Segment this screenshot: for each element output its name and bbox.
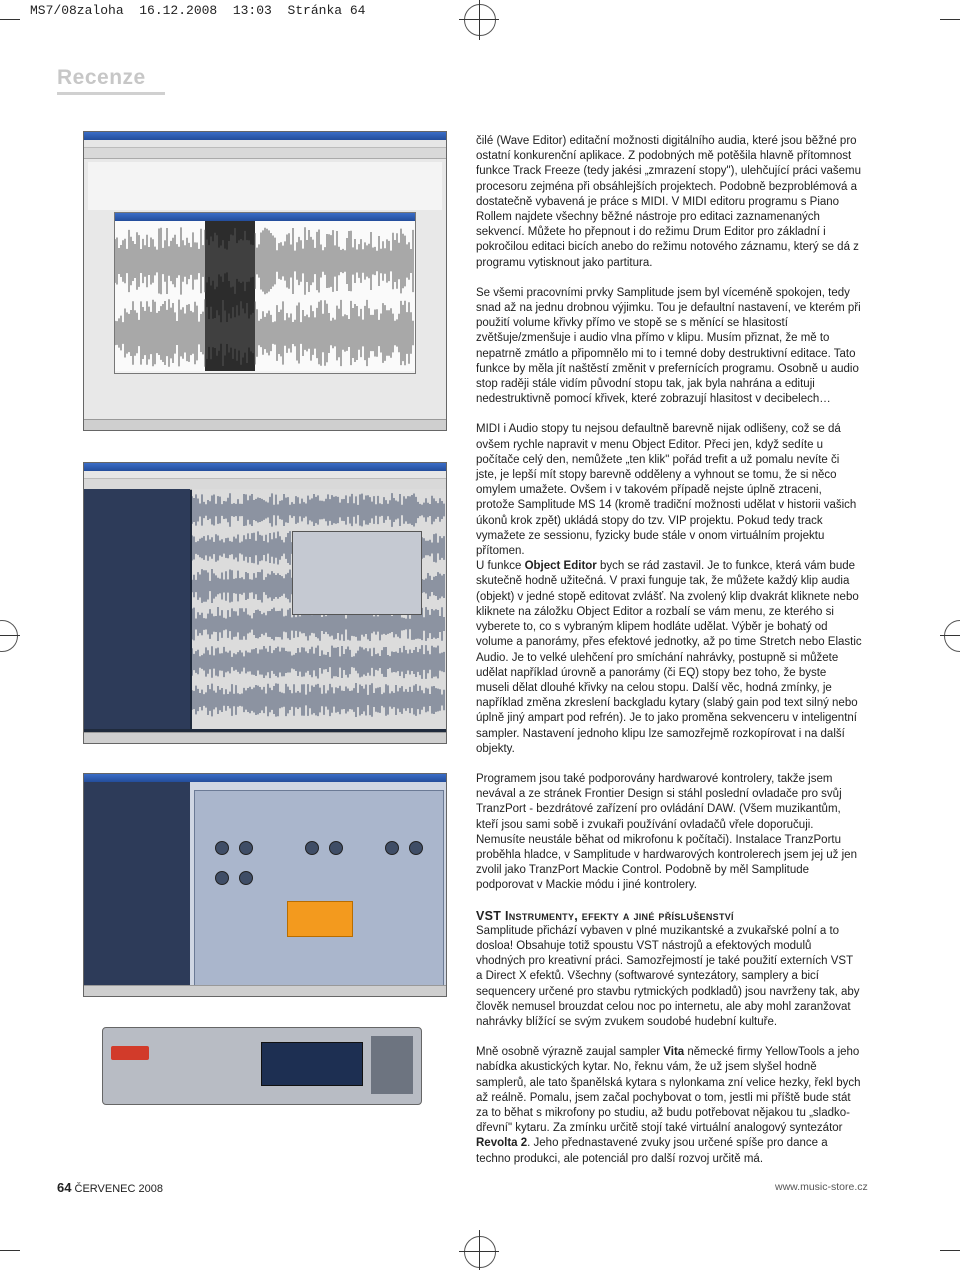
screenshot-multitrack-object-editor [83,462,447,744]
window-menubar [84,471,446,479]
crop-mark [0,19,20,20]
page-footer-left [57,1180,163,1195]
crop-mark [940,19,960,20]
knob-icon [385,841,399,855]
knob-icon [409,841,423,855]
track-inspector-panel [84,782,190,986]
status-bar [84,419,446,430]
overview-panel [88,162,442,210]
rack-mixer [371,1036,413,1094]
registration-mark-icon [944,620,960,652]
object-editor-dialog [292,531,422,615]
crop-mark [940,1250,960,1251]
footer-url: www.music-store.cz [775,1181,868,1193]
article-paragraph: Mně osobně výrazně zaujal sampler Vita německé firmy YellowTools a jeho nabídka akustických kytar. No, řeknu vám, že už jsem slyšel hodně samplerů, ale tato španělská kytara s nylonkama zní velice hezky, řekl bych až reálně. Pomalu, jsem začal pochybovat o tom, jestli mi příště bude stát za to běhat s mikrofony po studiu, až budu potřebovat nějakou tu „sladko-dřevní" kytaru. Za zmínku určitě stojí také virtuální analogový syntezátor Revolta 2. Jeho přednastavené zvuky jsou určené spíše pro dance a techno produkci, ale potenciál pro další rozvoj určitě má. [476,1046,861,1165]
rack-cpu-indicator [111,1046,149,1060]
window-titlebar [84,463,446,471]
registration-mark-icon [464,4,496,36]
knob-icon [329,841,343,855]
knob-icon [239,841,253,855]
article-paragraph: MIDI i Audio stopy tu nejsou defaultně barevně nijak odlišeny, což se dá ovšem rychle napravit v menu Object Editor. Přeci jen, když sedíte u počítače celý den, nemůžete „ten klik" pořád trefit a už pomalu nevíte či jste, je lepší mít stopy barevně odděleny a vyhnout se tomu, že si něco omylem umažete. Ovšem i v takovém případě nejste úplně ztraceni, protože Samplitude MS 14 (kromě tradiční možnosti udělat v historii vašich úkonů krok zpět) ukládá stopy do tzv. VIP projektu. Pokud tedy track vymažete ze sessionu, fyzicky bude stále v onom virtuálním projektu přítomen. [476,423,857,558]
article-paragraph: Se všemi pracovními prvky Samplitude jsem byl víceméně spokojen, tedy snad až na jednu drobnou výjimku. Tou je defaultní nastavení, ve kterém při použití volume křivky přímo ve stopě se s měnící se hlasitostí zvětšuje/zmenšuje i audio vlna přímo v klipu. Musím přiznat, že mě to nepatrně zmátlo a připomnělo mi to i temné doby destruktivní editace. Tato funkce by měla jít naštěstí změnit v prefernících programu. Osobně u audio stop raději stále vidím původní stopu tak, jak byla nahrána a edituji nedestruktivně pomocí křivek, které zobrazují hlasitost v decibelech… [476,286,861,406]
window-titlebar [84,132,446,140]
rack-display [261,1042,363,1086]
waveform-display [115,221,415,371]
knob-icon [239,871,253,885]
synth-panel [194,790,444,988]
bold-term: Object Editor [524,560,597,573]
crop-mark [0,635,20,636]
registration-mark-icon [0,620,18,652]
track-inspector-panel [84,489,190,729]
print-slug: MS7/08zaloha 16.12.2008 13:03 Stránka 64 [30,3,366,18]
article-column [476,134,862,1182]
waveform-window-titlebar [115,213,415,221]
article-paragraph: Samplitude přichází vybaven v plné muzikantské a zvukařské polní a to dosloa! Obsahuje totiž spoustu VST nástrojů a efektových modulů vhodných pro kreativní práci. Samozřejmostí je také použití externích VST a Direct X efektů. Všechny (softwarové syntezátory, samplery a bicí sequencery určené pro stavbu rytmických podkladů) jsou navrženy tak, aby člověk nemusel brouzdat celou noc po internetu, ale aby mohl zaranžovat nahrávky blížící se svým zvukem soudobé hudební kultuře. [476,924,860,1028]
knob-icon [215,841,229,855]
knob-icon [305,841,319,855]
window-toolbar [84,148,446,159]
article-paragraph: čilé (Wave Editor) editační možnosti digitálního audia, které jsou běžné pro ostatní konkurenční aplikace. Z podobných mě potěšila hlavně přítomnost funkce Track Freeze (tedy jakési „zmrazení stopy"), ulehčující práci vašemu procesoru zejména při obsáhlejších projektech. Podobně bezproblémová a dostatečně vybavená je práce s MIDI. V MIDI editoru programu s Piano Rollem najdete všechny běžné nástroje pro editaci zaznamenaných sekvencí. Můžete ho přepnout i do režimu Drum Editor pro základní i pokročilou editaci bicích anebo do režimu notového záznamu, který se dá z programu vytisknout jako partitura. [476,135,862,269]
article-subheading: VST Instrumenty, efekty a jiné příslušenství [476,908,734,923]
crop-mark [0,1250,20,1251]
bold-term: Revolta 2 [476,1137,528,1150]
synth-display [287,901,353,937]
section-rule [57,92,165,95]
article-paragraph: U funkce Object Editor bych se rád zastavil. Je to funkce, která vám bude skutečně hodně užitečná. V praxi funguje tak, že můžete každý klip audia (objekt) v jedné stopě editovat zvlášť. Na zvolený klip dvakrát kliknete nebo kliknete na záložku Object Editor a rozbalí se vám menu, ze kterého si vyberete to, co s vybraným klipem hodláte udělat. Výběr je bohatý od volume a panorámy, přes efektové jednotky, až po time Stretch nebo Elastic Audio. Je to velké ulehčení pro smíchání nahrávky, postupně si můžete udělat například úrovně a panorámy (či EQ) stopy bez toho, že byste museli dělat dlouhé křivky na celou stopu. Další věc, hodná zmínky, je například změna zkreslení backgladu kytary (slabý gain pod text silný nebo úplně jiný ampart pod refrén). Je to jako proměna sekvenceru v inteligentní sampler. Nastavení jednoho klipu lze samozřejmě rozkopírovat i na další objekty. [476,560,862,755]
crop-mark [479,1230,480,1270]
issue-date: ČERVENEC 2008 [74,1183,163,1195]
screenshot-wave-editor [83,131,447,431]
knob-icon [215,871,229,885]
registration-mark-icon [464,1236,496,1268]
bold-term: Vita [663,1046,685,1059]
crop-mark [459,19,499,20]
window-titlebar [84,774,446,782]
screenshot-revolta-synth [83,773,447,997]
crop-mark [479,0,480,40]
crop-mark [940,635,960,636]
overview-grid [88,162,442,210]
page-number: 64 [57,1180,72,1195]
crop-mark [459,1251,499,1252]
window-menubar [84,140,446,148]
status-bar [84,985,446,996]
screenshot-fx-rack [102,1027,422,1105]
status-bar [84,732,446,743]
waveform-window [114,212,416,374]
article-paragraph: Programem jsou také podporovány hardwarové kontrolery, takže jsem nevával a ze stránek Frontier Design si stáhl poslední ovladače pro svůj TranzPort - bezdrátové zařízení pro ovládání DAW. (Všem muzikantům, kteří jsou sami sobě i zvukaři používání ovladačů vřele doporučuji. Nemusíte neustále běhat od mikrofonu k počítači). Instalace TranzPortu proběhla hladce, v Samplitude v hardwarových kontrolerech jsem jej už jen zvolil jako TranzPort Mackie Control. Podobně by měl Samplitude podporovat v Mackie módu i jiné kontrolery. [476,772,857,892]
section-label: Recenze [57,66,146,89]
